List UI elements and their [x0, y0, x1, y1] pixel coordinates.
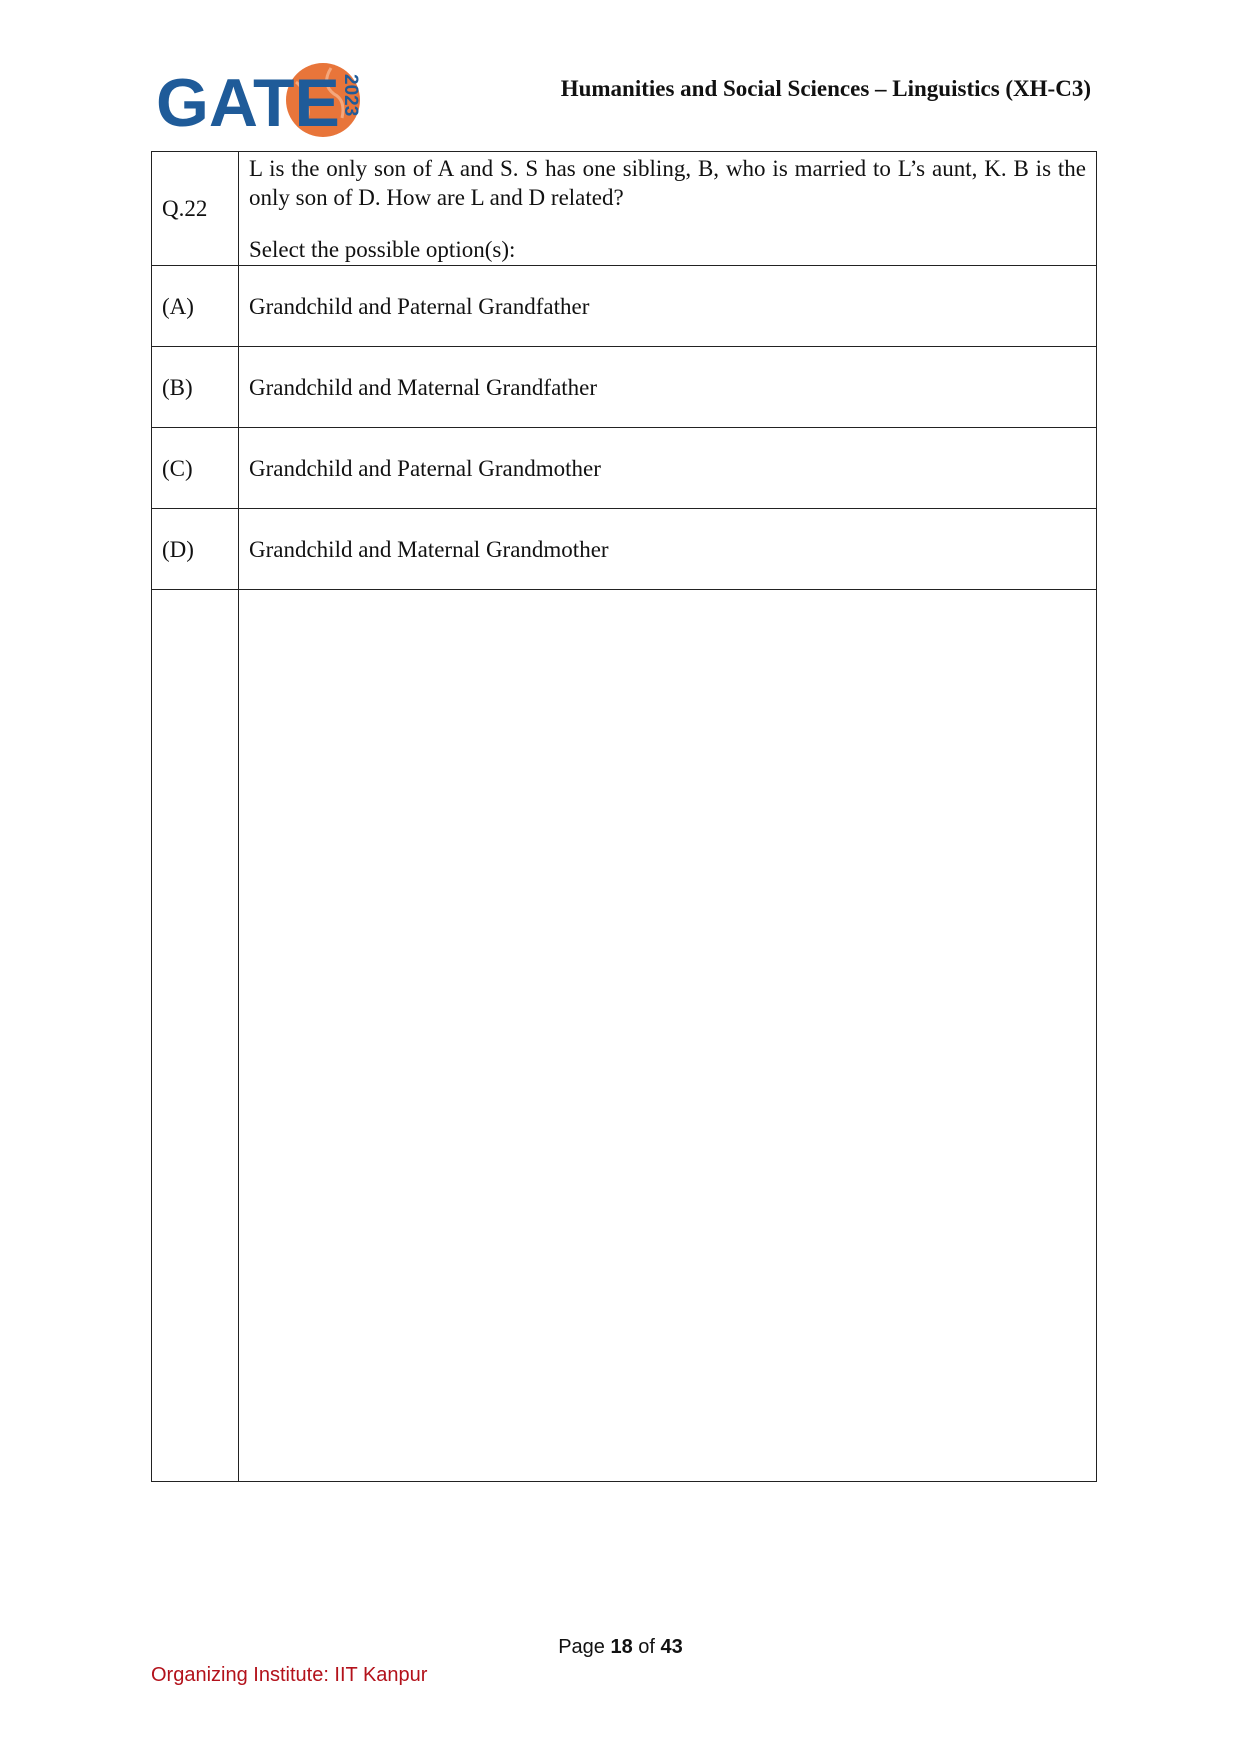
rough-work-row — [152, 590, 1097, 1482]
question-prompt: Select the possible option(s): — [249, 236, 516, 262]
option-text: Grandchild and Paternal Grandfather — [239, 266, 1097, 347]
gate-2023-logo — [156, 60, 361, 141]
page-total: 43 — [660, 1636, 683, 1658]
option-row-d — [152, 509, 1097, 590]
organizing-institute: Organizing Institute: IIT Kanpur — [151, 1664, 428, 1686]
question-number: Q.22 — [152, 152, 239, 266]
option-row-c — [152, 428, 1097, 509]
question-stem: L is the only son of A and S. S has one sibling, B, who is married to L’s aunt, K. B is the only son of D. How are L and D related? — [249, 155, 1086, 210]
option-label: (C) — [152, 428, 239, 509]
option-text: Grandchild and Paternal Grandmother — [239, 428, 1097, 509]
empty-cell — [152, 590, 239, 1482]
question-stem-row — [152, 152, 1097, 266]
option-row-b — [152, 347, 1097, 428]
question-body — [239, 152, 1097, 266]
logo-year-text: 2023 — [340, 74, 361, 117]
option-label: (A) — [152, 266, 239, 347]
question-table — [151, 151, 1097, 1482]
option-text: Grandchild and Maternal Grandfather — [239, 347, 1097, 428]
page-prefix: Page — [558, 1636, 605, 1658]
option-label: (B) — [152, 347, 239, 428]
logo-gate-text: GATE — [156, 65, 340, 141]
page-current: 18 — [610, 1636, 633, 1658]
exam-paper-title: Humanities and Social Sciences – Linguistics (XH-C3) — [560, 76, 1091, 101]
empty-cell — [239, 590, 1097, 1482]
option-row-a — [152, 266, 1097, 347]
page-of: of — [638, 1636, 655, 1658]
option-text: Grandchild and Maternal Grandmother — [239, 509, 1097, 590]
option-label: (D) — [152, 509, 239, 590]
page-number — [0, 1636, 1241, 1659]
